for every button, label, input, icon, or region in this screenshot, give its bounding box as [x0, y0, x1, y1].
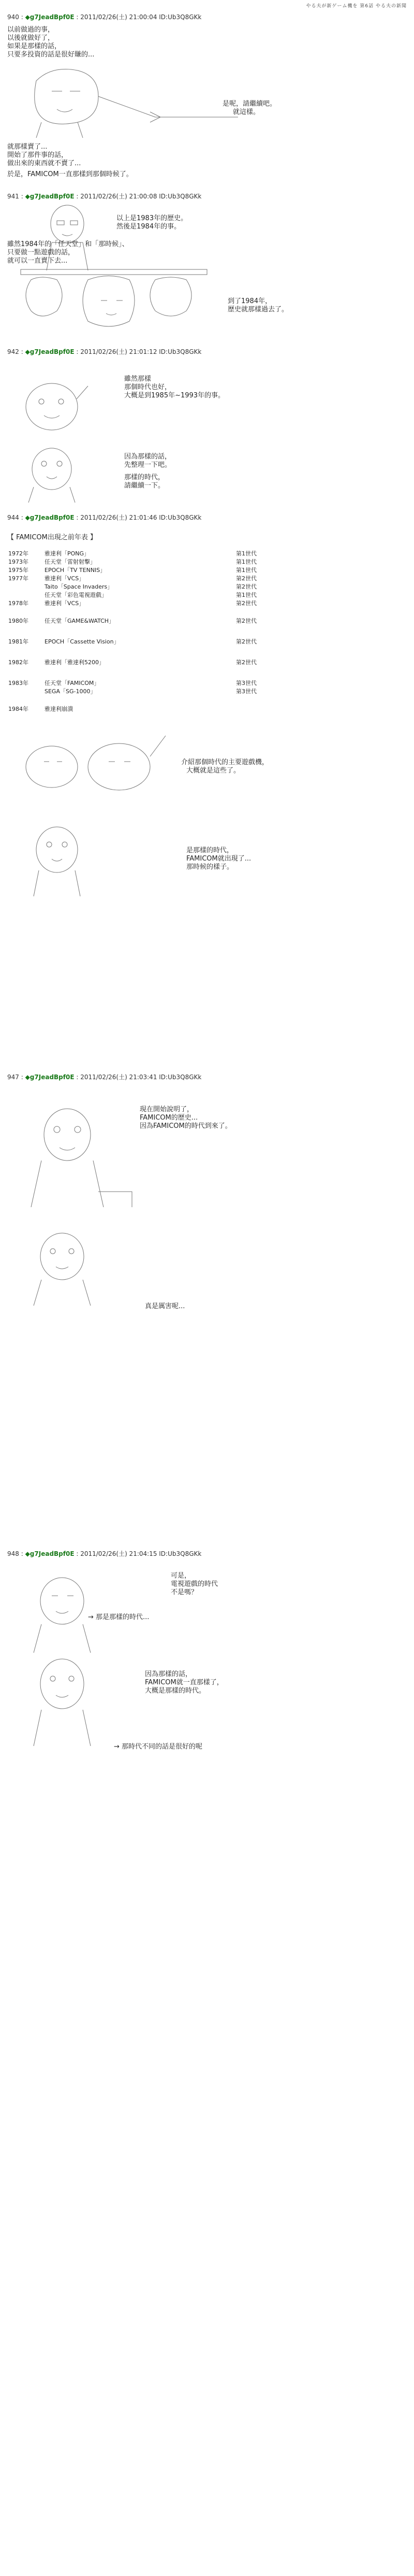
text-line: 雖然1984年的「任天堂」和「那時候」、: [7, 240, 129, 248]
text-line: 以後就做好了，: [7, 34, 55, 42]
post-date: 2011/02/26(土) 21:01:12 ID:Ub3Q8GKk: [80, 348, 202, 355]
row-event: 任天堂「彩色電視遊戲」: [45, 592, 107, 598]
post-date: 2011/02/26(土) 21:00:04 ID:Ub3Q8GKk: [80, 13, 202, 21]
text-line: 介紹那個時代的主要遊戲機，: [181, 759, 269, 766]
row-event: 雅達利「PONG」: [45, 550, 90, 557]
table-row: [8, 637, 298, 645]
post-number: 947: [7, 1074, 19, 1081]
text-line: 可是，: [171, 1572, 191, 1580]
table-row: [8, 591, 298, 598]
text-line: 那個時代也好，: [124, 383, 172, 391]
post-date: 2011/02/26(土) 21:00:08 ID:Ub3Q8GKk: [80, 193, 202, 200]
text-line: 到了1984年，: [228, 297, 272, 305]
post-meta: 940 : ◆g7JeadBpf0E : 2011/02/26(土) 21:00:04 ID:Ub3Q8GKk: [7, 13, 202, 21]
text-line: 就那樣賣了...: [7, 143, 48, 151]
text-line: 然後是1984年的事。: [116, 223, 181, 231]
text-line: 大概是那樣的時代。: [145, 1687, 206, 1695]
row-event: 雅達利「VCS」: [45, 600, 85, 607]
table-row: [8, 705, 298, 712]
text-line: FAMICOM的歷史...: [140, 1114, 198, 1122]
text-line: 真是厲害呢...: [145, 1303, 185, 1310]
row-tag: 第2世代: [236, 600, 257, 607]
table-row: [8, 574, 298, 581]
post-number: 942: [7, 348, 19, 355]
row-year: 1983年: [8, 680, 28, 686]
row-year: 1975年: [8, 567, 28, 574]
poster-name: ◆g7JeadBpf0E: [25, 1550, 75, 1557]
ascii-art-figure: [21, 446, 88, 503]
table-row: [8, 549, 298, 556]
row-tag: 第2世代: [236, 618, 257, 624]
text-line: 於是，FAMICOM一直那樣到那個時候了。: [7, 170, 133, 178]
post-meta: 947 : ◆g7JeadBpf0E : 2011/02/26(土) 21:03:41 ID:Ub3Q8GKk: [7, 1074, 202, 1081]
table-row: [8, 557, 298, 565]
row-year: 1973年: [8, 559, 28, 565]
ascii-art-figure: [21, 60, 248, 138]
post-meta: 944 : ◆g7JeadBpf0E : 2011/02/26(土) 21:01:46 ID:Ub3Q8GKk: [7, 514, 202, 521]
text-line: 只要多投資的話是很好賺的...: [7, 51, 95, 59]
table-row: [8, 566, 298, 573]
table-title: 【 FAMICOM出現之前年表 】: [7, 534, 97, 541]
post-941: [0, 192, 414, 347]
row-year: 1980年: [8, 618, 28, 624]
text-line: 以上是1983年的歷史。: [116, 214, 188, 222]
text-line: 先整理一下吧。: [124, 461, 172, 469]
row-event: 雅達利「VCS」: [45, 575, 85, 582]
ascii-art-figure: [21, 1653, 124, 1746]
text-line: 電視遊戲的時代: [171, 1580, 218, 1588]
text-line: 只要做一點遊戲的話，: [7, 249, 75, 256]
row-year: 1981年: [8, 638, 28, 645]
text-line: 雖然那樣: [124, 375, 152, 383]
post-date: 2011/02/26(土) 21:03:41 ID:Ub3Q8GKk: [80, 1074, 202, 1081]
post-meta: 948 : ◆g7JeadBpf0E : 2011/02/26(土) 21:04:15 ID:Ub3Q8GKk: [7, 1550, 202, 1557]
row-event: 任天堂「雷射射擊」: [45, 559, 96, 565]
row-tag: 第2世代: [236, 583, 257, 590]
row-tag: 第3世代: [236, 688, 257, 695]
table-row: [8, 687, 298, 694]
row-year: 1984年: [8, 706, 28, 712]
post-date: 2011/02/26(土) 21:01:46 ID:Ub3Q8GKk: [80, 514, 202, 521]
row-tag: 第3世代: [236, 680, 257, 686]
post-940: [0, 12, 414, 167]
row-event: 雅達利「雅達利5200」: [45, 659, 105, 666]
table-row: [8, 599, 298, 606]
text-line: 大概就是這些了。: [186, 767, 241, 775]
text-line: 請繼續一下。: [124, 482, 165, 490]
post-942: [0, 347, 414, 503]
row-tag: 第2世代: [236, 638, 257, 645]
post-meta: 941 : ◆g7JeadBpf0E : 2011/02/26(土) 21:00:08 ID:Ub3Q8GKk: [7, 193, 202, 200]
post-number: 948: [7, 1550, 19, 1557]
row-year: 1978年: [8, 600, 28, 607]
ascii-art-figure: [21, 378, 93, 435]
post-number: 940: [7, 13, 19, 21]
table-row: [8, 582, 298, 590]
post-944: [0, 513, 414, 1062]
poster-name: ◆g7JeadBpf0E: [25, 514, 75, 521]
row-event: 任天堂「FAMICOM」: [45, 680, 100, 686]
table-row: [8, 617, 298, 624]
row-year: 1982年: [8, 659, 28, 666]
poster-name: ◆g7JeadBpf0E: [25, 13, 75, 21]
header-text: やる夫が新ゲーム機を 第6話 やる夫の新聞: [306, 4, 407, 9]
text-line: → 那時代不同的話是很好的呢: [114, 1743, 203, 1751]
row-tag: 第1世代: [236, 567, 257, 574]
poster-name: ◆g7JeadBpf0E: [25, 1074, 75, 1081]
ascii-art-figure: [21, 1228, 124, 1306]
text-line: 因為FAMICOM的時代到來了。: [140, 1122, 232, 1130]
text-line: FAMICOM就出現了...: [186, 855, 252, 863]
ascii-art-figure: [21, 1104, 135, 1207]
row-tag: 第2世代: [236, 575, 257, 582]
text-line: → 那是那樣的時代...: [88, 1613, 150, 1621]
poster-name: ◆g7JeadBpf0E: [25, 348, 75, 355]
row-year: 1977年: [8, 575, 28, 582]
post-947: [0, 1072, 414, 1539]
row-event: Taito「Space Invaders」: [45, 583, 113, 590]
ascii-art-figure: [10, 264, 217, 337]
post-date: 2011/02/26(土) 21:04:15 ID:Ub3Q8GKk: [80, 1550, 202, 1557]
text-line: 是那樣的時代，: [186, 847, 234, 854]
text-line: 是呢，請繼續吧。: [223, 100, 277, 108]
text-line: 那樣的時代，: [124, 474, 165, 481]
row-tag: 第1世代: [236, 550, 257, 557]
text-line: 現在開始說明了，: [140, 1106, 194, 1113]
text-line: 開始了那件事的話，: [7, 151, 68, 159]
text-line: 如果是那樣的話，: [7, 42, 62, 50]
text-line: 就這樣。: [233, 108, 260, 116]
post-number: 941: [7, 193, 19, 200]
text-line: 因為那樣的話，: [124, 453, 172, 461]
post-meta: 942 : ◆g7JeadBpf0E : 2011/02/26(土) 21:01:12 ID:Ub3Q8GKk: [7, 348, 202, 355]
text-line: 因為那樣的話，: [145, 1670, 193, 1678]
text-line: 就可以一直賣下去...: [7, 257, 68, 265]
post-948: [0, 1549, 414, 2565]
ascii-art-figure: [21, 824, 93, 896]
row-tag: 第1世代: [236, 592, 257, 598]
page-header: [0, 0, 414, 11]
text-line: 做出來的東西就不賣了...: [7, 160, 81, 167]
ascii-art-figure: [16, 731, 171, 808]
row-event: 任天堂「GAME&WATCH」: [45, 618, 115, 624]
row-tag: 第1世代: [236, 559, 257, 565]
row-event: 雅達利崩潰: [45, 706, 73, 712]
text-line: 大概是到1985年~1993年的事。: [124, 392, 225, 399]
post-number: 944: [7, 514, 19, 521]
text-line: 歷史就那樣過去了。: [228, 306, 289, 313]
row-event: SEGA「SG-1000」: [45, 688, 96, 695]
table-row: [8, 679, 298, 686]
row-year: 1972年: [8, 550, 28, 557]
text-line: FAMICOM就一直那樣了，: [145, 1679, 224, 1686]
table-row: [8, 658, 298, 665]
text-line: 那時候的樣子。: [186, 863, 234, 871]
poster-name: ◆g7JeadBpf0E: [25, 193, 75, 200]
text-line: 以前做過的事，: [7, 26, 55, 34]
row-event: EPOCH「TV TENNIS」: [45, 567, 106, 574]
row-event: EPOCH「Cassette Vision」: [45, 638, 120, 645]
row-tag: 第2世代: [236, 659, 257, 666]
text-line: 不是嗎？: [171, 1588, 198, 1596]
